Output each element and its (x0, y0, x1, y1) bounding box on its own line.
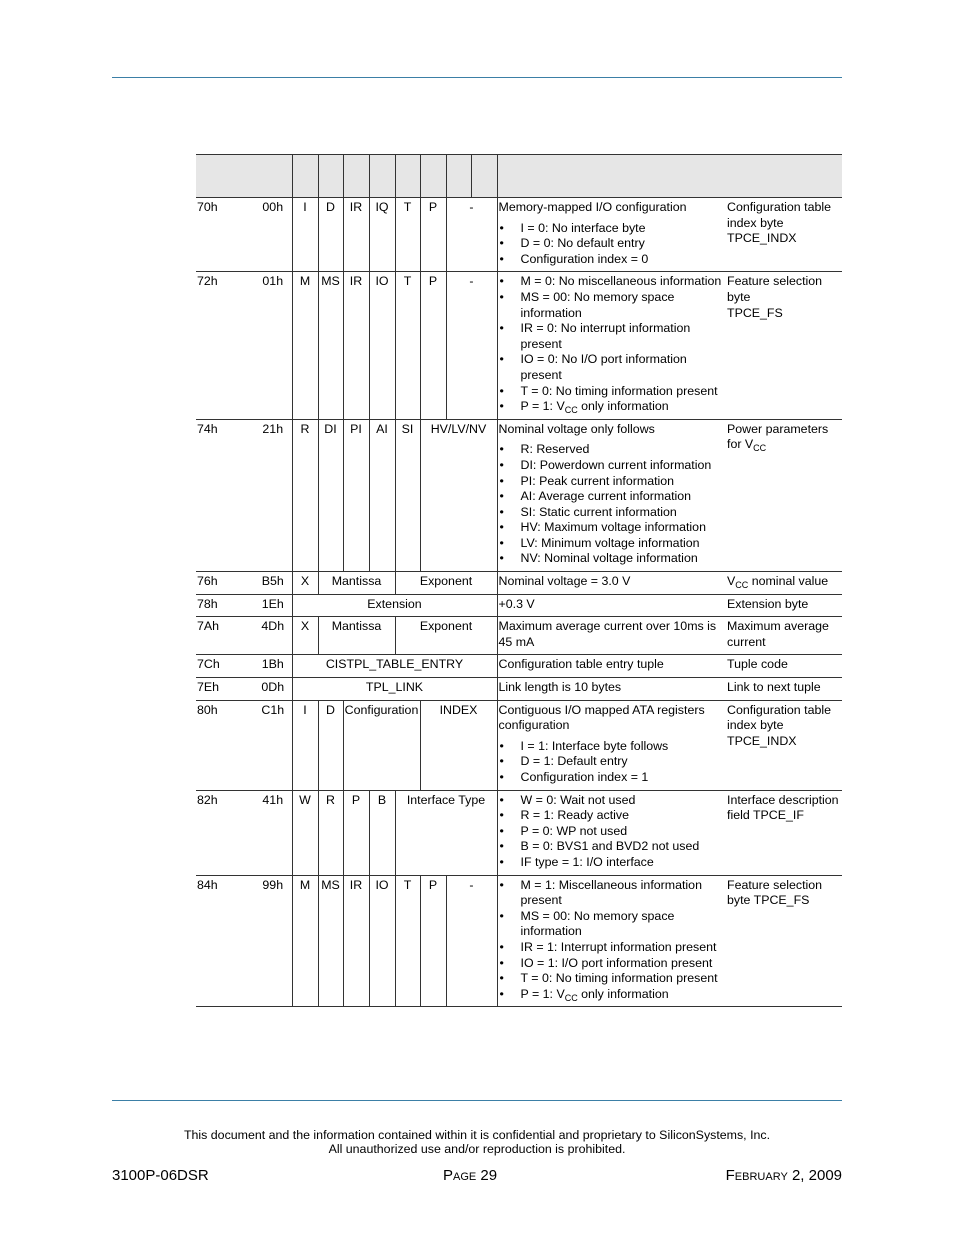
list-item: • MS = 00: No memory space information (499, 290, 726, 321)
notes-cell (726, 419, 842, 571)
bit-cell: SI (395, 419, 420, 571)
description-cell: Configuration table entry tuple (497, 655, 726, 678)
address-cell: 84h (196, 875, 254, 1007)
note-line: TPCE_FS (727, 305, 783, 320)
table-row (196, 875, 842, 1007)
vcc-subscript: CC (735, 580, 749, 591)
bullet-list (499, 793, 726, 871)
note-line: Configuration table index byte (727, 702, 832, 733)
bit-cell: P (420, 198, 446, 272)
bit-cell: Mantissa (318, 572, 395, 595)
value-cell: B5h (254, 572, 292, 595)
notes-cell: Feature selection byte TPCE_FS (726, 875, 842, 1007)
notes-cell: Tuple code (726, 655, 842, 678)
list-item: • I = 1: Interface byte follows (499, 739, 726, 755)
bit-cell: I (292, 700, 318, 790)
list-item: • IR = 1: Interrupt information present (499, 940, 726, 956)
page-value: 29 (480, 1167, 498, 1184)
bit-cell: P (343, 790, 369, 875)
table-row (196, 700, 842, 790)
notes-cell (726, 700, 842, 790)
table-row (196, 419, 842, 571)
notes-cell (726, 198, 842, 272)
list-item (499, 987, 726, 1003)
bit-cell: Interface Type (395, 790, 497, 875)
table-row (196, 272, 842, 419)
date-value: 2, 2009 (791, 1167, 842, 1184)
value-cell: 21h (254, 419, 292, 571)
bit-cell: X (292, 572, 318, 595)
bullet-list (499, 878, 726, 1003)
confidentiality-notice: This document and the information contained within it is confidential and proprietary to SiliconSystems, Inc. (183, 1128, 771, 1142)
bit-cell: Extension (292, 594, 497, 617)
page-number (443, 1167, 497, 1184)
bit-cell: X (292, 617, 318, 655)
value-cell: 41h (254, 790, 292, 875)
list-item: • NV: Nominal voltage information (499, 551, 726, 567)
address-cell: 82h (196, 790, 254, 875)
notes-cell: Link to next tuple (726, 678, 842, 701)
bit-cell: IO (369, 272, 395, 419)
bullet-list (499, 274, 726, 414)
list-item: • R = 1: Ready active (499, 808, 726, 824)
bit-cell: IO (369, 875, 395, 1007)
table-row (196, 790, 842, 875)
value-cell: 0Dh (254, 678, 292, 701)
list-item: • D = 0: No default entry (499, 236, 726, 252)
bit-cell: TPL_LINK (292, 678, 497, 701)
description-intro: Contiguous I/O mapped ATA registers configuration (498, 702, 705, 733)
note-line: TPCE_INDX (727, 733, 797, 748)
vcc-subscript: CC (564, 992, 578, 1003)
list-item (499, 399, 726, 415)
bit-cell: I (292, 198, 318, 272)
description-cell: +0.3 V (497, 594, 726, 617)
notes-cell (726, 572, 842, 595)
document-date (726, 1167, 842, 1184)
bit-cell: Exponent (395, 617, 497, 655)
bit-cell: - (446, 272, 497, 419)
table-row (196, 594, 842, 617)
vcc-subscript: CC (753, 443, 767, 454)
bit-cell: T (395, 875, 420, 1007)
list-item: • SI: Static current information (499, 505, 726, 521)
description-cell (497, 272, 726, 419)
bit-cell: IR (343, 272, 369, 419)
value-cell: 1Eh (254, 594, 292, 617)
list-item: • LV: Minimum voltage information (499, 536, 726, 552)
address-cell: 7Ch (196, 655, 254, 678)
list-item: • Configuration index = 0 (499, 252, 726, 268)
notes-cell: Extension byte (726, 594, 842, 617)
description-cell (497, 875, 726, 1007)
bit-cell: R (318, 790, 343, 875)
description-intro: Nominal voltage only follows (498, 421, 655, 436)
description-cell (497, 198, 726, 272)
bit-cell: AI (369, 419, 395, 571)
address-cell: 78h (196, 594, 254, 617)
bit-cell: HV/LV/NV (420, 419, 497, 571)
address-cell: 72h (196, 272, 254, 419)
bit-cell: DI (318, 419, 343, 571)
bit-cell: D (318, 700, 343, 790)
list-item: • MS = 00: No memory space information (499, 909, 726, 940)
vcc-text: only information (577, 399, 669, 414)
notes-cell (726, 272, 842, 419)
address-cell: 76h (196, 572, 254, 595)
bit-cell: P (420, 875, 446, 1007)
bit-cell: IR (343, 198, 369, 272)
document-id: 3100P-06DSR (112, 1167, 209, 1184)
list-item: • W = 0: Wait not used (499, 793, 726, 809)
table-row (196, 572, 842, 595)
bit-cell: MS (318, 875, 343, 1007)
confidentiality-notice: All unauthorized use and/or reproduction is prohibited. (328, 1142, 626, 1156)
date-label: F (725, 1167, 735, 1184)
bit-cell: D (318, 198, 343, 272)
footer-rule (112, 1100, 842, 1101)
page-label: AGE (453, 1171, 477, 1183)
vcc-text: P = 1: V (520, 986, 565, 1001)
bit-cell: T (395, 272, 420, 419)
date-label: EBRUARY (734, 1171, 788, 1183)
list-item: • M = 1: Miscellaneous information present (499, 878, 726, 909)
list-item: • IF type = 1: I/O interface (499, 855, 726, 871)
notes-cell: Interface description field TPCE_IF (726, 790, 842, 875)
page-label: P (443, 1167, 454, 1184)
value-cell: 00h (254, 198, 292, 272)
bit-cell: - (446, 198, 497, 272)
address-cell: 7Eh (196, 678, 254, 701)
list-item: • R: Reserved (499, 442, 726, 458)
list-item: • I = 0: No interface byte (499, 221, 726, 237)
bit-cell: CISTPL_TABLE_ENTRY (292, 655, 497, 678)
list-item: • D = 1: Default entry (499, 754, 726, 770)
address-cell: 70h (196, 198, 254, 272)
bit-cell: INDEX (420, 700, 497, 790)
note-line: TPCE_INDX (727, 231, 797, 246)
table-header (196, 155, 842, 198)
list-item: • AI: Average current information (499, 489, 726, 505)
address-cell: 74h (196, 419, 254, 571)
bit-cell: P (420, 272, 446, 419)
table-row (196, 678, 842, 701)
list-item: • T = 0: No timing information present (499, 384, 726, 400)
description-intro: Memory-mapped I/O configuration (498, 200, 687, 214)
note-line: Configuration table index byte (727, 200, 832, 230)
cis-table (196, 154, 842, 1007)
list-item: • B = 0: BVS1 and BVD2 not used (499, 839, 726, 855)
description-cell: Nominal voltage = 3.0 V (497, 572, 726, 595)
vcc-text: P = 1: V (520, 399, 565, 414)
table-row (196, 617, 842, 655)
bit-cell: W (292, 790, 318, 875)
description-cell (497, 419, 726, 571)
bit-cell: PI (343, 419, 369, 571)
value-cell: 01h (254, 272, 292, 419)
table-row (196, 655, 842, 678)
bullet-list (499, 442, 726, 567)
note-line: Feature selection byte (727, 274, 823, 304)
list-item: • Configuration index = 1 (499, 770, 726, 786)
description-cell (497, 700, 726, 790)
bit-cell: M (292, 272, 318, 419)
list-item: • M = 0: No miscellaneous information (499, 274, 726, 290)
list-item: • T = 0: No timing information present (499, 971, 726, 987)
value-cell: 4Dh (254, 617, 292, 655)
bit-cell: M (292, 875, 318, 1007)
description-cell (497, 790, 726, 875)
vcc-text: only information (577, 986, 669, 1001)
list-item: • HV: Maximum voltage information (499, 520, 726, 536)
bit-cell: T (395, 198, 420, 272)
bit-cell: Exponent (395, 572, 497, 595)
bit-cell: B (369, 790, 395, 875)
description-cell: Maximum average current over 10ms is 45 mA (497, 617, 726, 655)
value-cell: 1Bh (254, 655, 292, 678)
description-cell: Link length is 10 bytes (497, 678, 726, 701)
value-cell: C1h (254, 700, 292, 790)
value-cell: 99h (254, 875, 292, 1007)
table-row (196, 198, 842, 272)
bit-cell: IQ (369, 198, 395, 272)
list-item: • PI: Peak current information (499, 474, 726, 490)
list-item: • IO = 1: I/O port information present (499, 956, 726, 972)
vcc-text: Power parameters for V (727, 421, 829, 452)
list-item: • P = 0: WP not used (499, 824, 726, 840)
address-cell: 80h (196, 700, 254, 790)
list-item: • IR = 0: No interrupt information present (499, 321, 726, 352)
bullet-list (499, 221, 726, 268)
list-item: • DI: Powerdown current information (499, 458, 726, 474)
address-cell: 7Ah (196, 617, 254, 655)
list-item: • IO = 0: No I/O port information present (499, 352, 726, 383)
bit-cell: Configuration (343, 700, 420, 790)
bit-cell: R (292, 419, 318, 571)
header-rule (112, 77, 842, 78)
vcc-text: nominal value (748, 574, 829, 589)
bit-cell: IR (343, 875, 369, 1007)
bit-cell: Mantissa (318, 617, 395, 655)
notes-cell: Maximum average current (726, 617, 842, 655)
vcc-subscript: CC (564, 405, 578, 416)
bullet-list (499, 739, 726, 786)
bit-cell: MS (318, 272, 343, 419)
vcc-text: V (727, 574, 736, 589)
bit-cell: - (446, 875, 497, 1007)
